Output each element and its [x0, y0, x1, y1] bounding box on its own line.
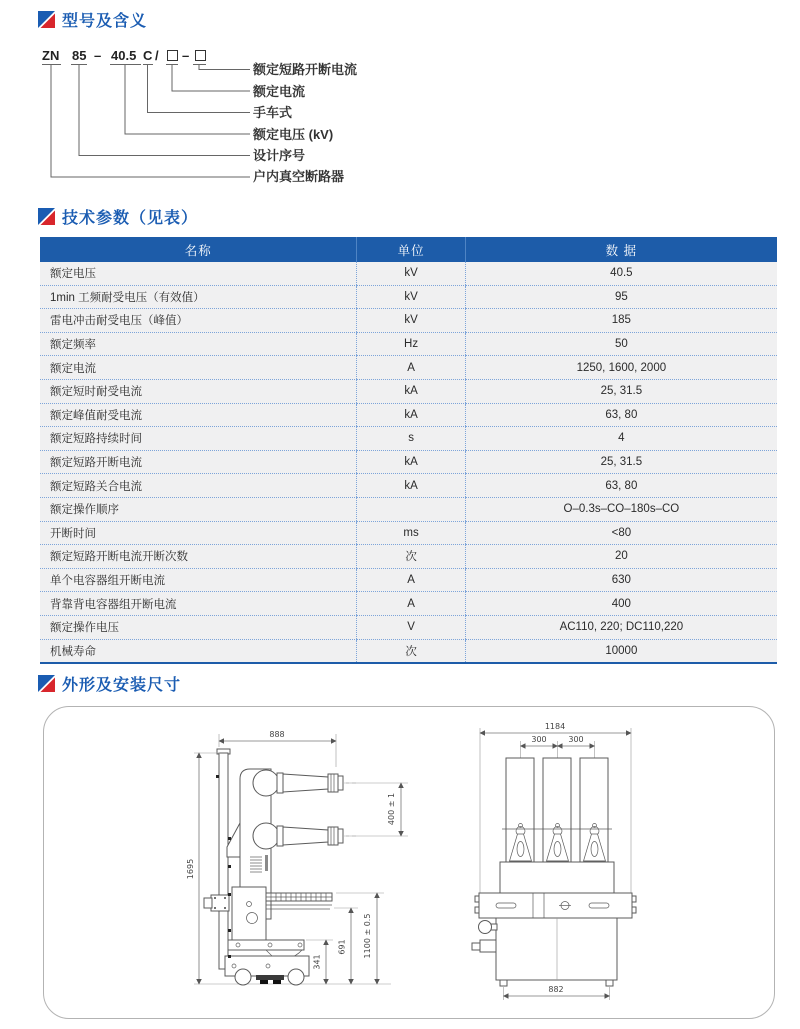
model-label-indoor-vcb: 户内真空断路器	[253, 169, 345, 184]
section-header-params	[38, 205, 198, 228]
table-row	[40, 427, 777, 451]
col-header-value: 数 据	[465, 237, 777, 262]
chassis	[225, 956, 309, 985]
param-name-cell: 单个电容器组开断电流	[40, 568, 357, 592]
param-unit-cell: kV	[357, 262, 465, 285]
param-unit-cell: kA	[357, 450, 465, 474]
side-view-drawing	[186, 730, 408, 985]
param-unit-cell: kA	[357, 379, 465, 403]
param-name-cell: 额定电压	[40, 262, 357, 285]
param-unit-cell: ms	[357, 521, 465, 545]
model-token-series: ZN	[42, 48, 60, 63]
param-value-cell: 1250, 1600, 2000	[465, 356, 777, 380]
section-header-outline	[38, 672, 181, 695]
param-unit-cell: 次	[357, 545, 465, 569]
col-header-name: 名称	[40, 237, 357, 262]
param-value-cell: 400	[465, 592, 777, 616]
param-name-cell: 开断时间	[40, 521, 357, 545]
param-unit-cell: 次	[357, 639, 465, 663]
param-value-cell: AC110, 220; DC110,220	[465, 615, 777, 639]
param-name-cell: 额定短路开断电流	[40, 450, 357, 474]
table-row	[40, 332, 777, 356]
param-value-cell: <80	[465, 521, 777, 545]
param-value-cell: 63, 80	[465, 403, 777, 427]
param-name-cell: 额定操作顺序	[40, 497, 357, 521]
model-label-cart-type: 手车式	[253, 105, 293, 120]
base-cabinet	[472, 918, 617, 986]
section-header-model	[38, 8, 147, 31]
table-row	[40, 474, 777, 498]
model-label-rated-current: 额定电流	[253, 83, 306, 99]
param-unit-cell: kA	[357, 474, 465, 498]
model-token-cart: C	[143, 48, 153, 63]
table-row	[40, 615, 777, 639]
param-value-cell: 63, 80	[465, 474, 777, 498]
param-value-cell: 10000	[465, 639, 777, 663]
param-name-cell: 1min 工频耐受电压（有效值）	[40, 285, 357, 309]
section-title-params: 技术参数（见表）	[62, 210, 199, 227]
table-header-row	[40, 237, 777, 262]
parameters-table	[40, 237, 777, 664]
table-row	[40, 403, 777, 427]
param-name-cell: 额定频率	[40, 332, 357, 356]
param-name-cell: 额定短时耐受电流	[40, 379, 357, 403]
table-row	[40, 379, 777, 403]
table-row	[40, 545, 777, 569]
param-unit-cell: kV	[357, 309, 465, 333]
param-unit-cell: A	[357, 592, 465, 616]
param-name-cell: 额定峰值耐受电流	[40, 403, 357, 427]
param-value-cell: 25, 31.5	[465, 450, 777, 474]
pole-support-box	[500, 862, 614, 893]
table-row	[40, 285, 777, 309]
param-unit-cell: V	[357, 615, 465, 639]
model-label-rated-voltage: 额定电压 (kV)	[253, 126, 334, 142]
model-placeholder-box-breaking	[195, 50, 206, 61]
dim-300-right: 300	[568, 735, 584, 744]
table-row	[40, 262, 777, 285]
model-token-dash2: –	[182, 48, 190, 63]
param-name-cell: 额定短路持续时间	[40, 427, 357, 451]
dimension-drawings	[44, 707, 774, 1018]
lower-bushing	[253, 823, 343, 849]
param-unit-cell: s	[357, 427, 465, 451]
param-value-cell: 25, 31.5	[465, 379, 777, 403]
upper-bushing	[253, 770, 343, 796]
table-row	[40, 568, 777, 592]
param-value-cell: 185	[465, 309, 777, 333]
param-unit-cell: Hz	[357, 332, 465, 356]
param-name-cell: 背靠背电容器组开断电流	[40, 592, 357, 616]
param-name-cell: 额定操作电压	[40, 615, 357, 639]
table-row	[40, 356, 777, 380]
param-value-cell: 50	[465, 332, 777, 356]
param-value-cell: 40.5	[465, 262, 777, 285]
section-title-model: 型号及含义	[62, 13, 148, 30]
dim-882: 882	[548, 985, 564, 994]
param-value-cell: O–0.3s–CO–180s–CO	[465, 497, 777, 521]
dim-1695: 1695	[186, 858, 195, 880]
model-placeholder-box-current	[167, 50, 178, 61]
col-header-unit: 单位	[357, 237, 465, 262]
param-unit-cell: A	[357, 568, 465, 592]
model-token-slash: /	[155, 48, 159, 63]
param-unit-cell: kA	[357, 403, 465, 427]
param-unit-cell: kV	[357, 285, 465, 309]
table-row	[40, 639, 777, 663]
model-token-dash1: –	[94, 48, 102, 63]
param-unit-cell	[357, 497, 465, 521]
table-row	[40, 521, 777, 545]
param-name-cell: 机械寿命	[40, 639, 357, 663]
dim-1100: 1100 ± 0.5	[363, 913, 372, 959]
table-row	[40, 450, 777, 474]
dim-341: 341	[312, 954, 322, 970]
dim-300-left: 300	[531, 735, 547, 744]
param-name-cell: 额定短路关合电流	[40, 474, 357, 498]
table-row	[40, 497, 777, 521]
interlock-bracket	[204, 895, 229, 911]
model-token-voltage: 40.5	[111, 48, 137, 63]
dim-691: 691	[337, 939, 347, 955]
model-connector-lines	[40, 63, 420, 185]
param-unit-cell: A	[357, 356, 465, 380]
model-token-design-no: 85	[72, 48, 87, 63]
dim-400: 400 ± 1	[387, 792, 396, 826]
param-name-cell: 雷电冲击耐受电压（峰值）	[40, 309, 357, 333]
model-label-design-serial: 设计序号	[253, 148, 306, 163]
param-value-cell: 4	[465, 427, 777, 451]
front-view-drawing	[472, 722, 636, 1000]
section-flag-icon	[38, 11, 55, 28]
dimension-drawings-panel	[43, 706, 775, 1019]
nameplate	[265, 855, 268, 871]
table-row	[40, 309, 777, 333]
table-row	[40, 592, 777, 616]
param-name-cell: 额定短路开断电流开断次数	[40, 545, 357, 569]
contact-rack	[266, 893, 332, 909]
param-value-cell: 630	[465, 568, 777, 592]
section-title-outline: 外形及安装尺寸	[62, 677, 182, 694]
frame-post	[219, 753, 228, 969]
param-name-cell: 额定电流	[40, 356, 357, 380]
dim-1184: 1184	[544, 722, 566, 731]
model-label-breaking-current: 额定短路开断电流	[253, 62, 358, 77]
section-flag-icon	[38, 208, 55, 225]
param-value-cell: 95	[465, 285, 777, 309]
dim-888: 888	[269, 730, 285, 739]
section-flag-icon	[38, 675, 55, 692]
param-value-cell: 20	[465, 545, 777, 569]
crossbar	[475, 893, 636, 918]
